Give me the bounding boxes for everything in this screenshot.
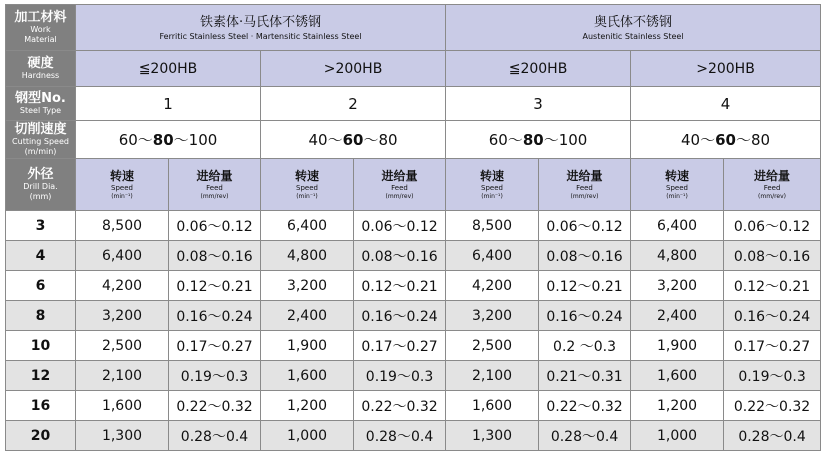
speed-value: 3,200 (261, 271, 354, 301)
feed-value: 0.17～0.27 (169, 331, 261, 361)
feed-column-header (539, 159, 631, 211)
hardness-value: >200HB (631, 51, 821, 87)
drill-dia-value: 4 (6, 241, 76, 271)
steel-type-value: 1 (76, 87, 261, 121)
hardness-label (6, 51, 76, 87)
hardness-value: ≦200HB (446, 51, 631, 87)
cutting-speed-zh: 切削速度 (14, 122, 67, 137)
feed-en: Feed (206, 183, 223, 192)
speed-column-header (76, 159, 169, 211)
speed-unit: (min⁻¹) (296, 192, 318, 200)
feed-value: 0.28～0.4 (539, 421, 631, 451)
speed-post: ～80 (363, 131, 398, 149)
feed-value: 0.17～0.27 (724, 331, 821, 361)
table-row (6, 301, 821, 331)
cutting-speed-value (76, 121, 261, 159)
speed-value: 6,400 (631, 211, 724, 241)
speed-zh: 转速 (480, 168, 505, 183)
feed-value: 0.06～0.12 (169, 211, 261, 241)
speed-value: 1,300 (446, 421, 539, 451)
drill-dia-value: 3 (6, 211, 76, 241)
speed-value: 1,300 (76, 421, 169, 451)
speed-value: 1,000 (261, 421, 354, 451)
feed-zh: 进给量 (566, 168, 603, 183)
feed-value: 0.16～0.24 (539, 301, 631, 331)
feed-zh: 进给量 (196, 168, 233, 183)
feed-value: 0.12～0.21 (354, 271, 446, 301)
speed-column-header (631, 159, 724, 211)
steel-type-value: 2 (261, 87, 446, 121)
feed-value: 0.16～0.24 (724, 301, 821, 331)
feed-column-header (169, 159, 261, 211)
ferritic-en: Ferritic Stainless Steel · Martensitic Stainless Steel (159, 31, 362, 41)
table-row (6, 361, 821, 391)
drill-dia-zh: 外径 (27, 167, 54, 182)
cutting-speed-en1: Cutting Speed (12, 137, 69, 146)
speed-value: 1,600 (261, 361, 354, 391)
ferritic-header (76, 5, 446, 51)
feed-value: 0.2 ～0.3 (539, 331, 631, 361)
speed-value: 2,400 (261, 301, 354, 331)
speed-pre: 40～ (681, 131, 716, 149)
feed-unit: (mm/rev) (570, 192, 599, 200)
austenitic-en: Austenitic Stainless Steel (582, 31, 684, 41)
speed-value: 4,800 (631, 241, 724, 271)
feed-en: Feed (763, 183, 781, 192)
speed-value: 2,500 (76, 331, 169, 361)
speed-value: 6,400 (261, 211, 354, 241)
speed-pre: 60～ (488, 131, 523, 149)
feed-value: 0.12～0.21 (539, 271, 631, 301)
speed-pre: 40～ (308, 131, 343, 149)
speed-en: Speed (481, 183, 503, 192)
table-row (6, 271, 821, 301)
drill-dia-en1: Drill Dia. (23, 182, 58, 191)
feed-column-header (354, 159, 446, 211)
speed-value: 3,200 (76, 301, 169, 331)
feed-unit: (mm/rev) (758, 192, 787, 200)
speed-value: 4,200 (76, 271, 169, 301)
steel-type-label (6, 87, 76, 121)
speed-value: 6,400 (446, 241, 539, 271)
work-material-zh: 加工材料 (14, 10, 67, 25)
feed-column-header (724, 159, 821, 211)
speed-value: 1,600 (76, 391, 169, 421)
drill-dia-en2: (mm) (29, 192, 52, 201)
feed-value: 0.08～0.16 (354, 241, 446, 271)
feed-unit: (mm/rev) (385, 192, 414, 200)
speed-value: 3,200 (446, 301, 539, 331)
speed-value: 1,600 (446, 391, 539, 421)
speed-value: 1,600 (631, 361, 724, 391)
drill-dia-value: 12 (6, 361, 76, 391)
feed-value: 0.22～0.32 (354, 391, 446, 421)
feed-value: 0.08～0.16 (724, 241, 821, 271)
drill-dia-value: 8 (6, 301, 76, 331)
speed-pre: 60～ (118, 131, 153, 149)
speed-value: 4,200 (446, 271, 539, 301)
speed-value: 8,500 (76, 211, 169, 241)
feed-zh: 进给量 (381, 168, 418, 183)
table-row (6, 421, 821, 451)
speed-value: 1,200 (261, 391, 354, 421)
cutting-speed-value (261, 121, 446, 159)
ferritic-zh: 铁素体·马氏体不锈钢 (199, 14, 322, 30)
feed-value: 0.22～0.32 (539, 391, 631, 421)
speed-unit: (min⁻¹) (111, 192, 133, 200)
hardness-value: >200HB (261, 51, 446, 87)
speed-value: 1,900 (631, 331, 724, 361)
feed-value: 0.17～0.27 (354, 331, 446, 361)
steel-type-value: 4 (631, 87, 821, 121)
feed-value: 0.19～0.3 (724, 361, 821, 391)
speed-recommended: 60 (342, 131, 364, 149)
hardness-zh: 硬度 (27, 56, 54, 71)
austenitic-header (446, 5, 821, 51)
speed-en: Speed (296, 183, 318, 192)
feed-value: 0.28～0.4 (724, 421, 821, 451)
feed-value: 0.28～0.4 (354, 421, 446, 451)
speed-post: ～100 (543, 131, 588, 149)
feed-value: 0.22～0.32 (724, 391, 821, 421)
drill-dia-value: 20 (6, 421, 76, 451)
speed-post: ～80 (735, 131, 771, 149)
feed-value: 0.16～0.24 (169, 301, 261, 331)
speed-zh: 转速 (294, 168, 319, 183)
feed-value: 0.16～0.24 (354, 301, 446, 331)
speed-value: 6,400 (76, 241, 169, 271)
table-row (6, 211, 821, 241)
feed-value: 0.06～0.12 (354, 211, 446, 241)
table-row (6, 241, 821, 271)
feed-value: 0.08～0.16 (169, 241, 261, 271)
drill-dia-label (6, 159, 76, 211)
speed-post: ～100 (173, 131, 218, 149)
speed-value: 8,500 (446, 211, 539, 241)
speed-recommended: 60 (715, 131, 736, 149)
speed-value: 1,200 (631, 391, 724, 421)
cutting-speed-value (446, 121, 631, 159)
drill-dia-value: 10 (6, 331, 76, 361)
table-row (6, 331, 821, 361)
speed-zh: 转速 (665, 168, 690, 183)
speed-value: 2,100 (76, 361, 169, 391)
hardness-value: ≦200HB (76, 51, 261, 87)
cutting-speed-en2: (m/min) (24, 147, 57, 156)
feed-value: 0.19～0.3 (354, 361, 446, 391)
hardness-en: Hardness (21, 71, 60, 80)
speed-value: 4,800 (261, 241, 354, 271)
speed-value: 3,200 (631, 271, 724, 301)
feed-value: 0.19～0.3 (169, 361, 261, 391)
feed-value: 0.28～0.4 (169, 421, 261, 451)
speed-value: 2,100 (446, 361, 539, 391)
speed-zh: 转速 (109, 168, 134, 183)
feed-value: 0.08～0.16 (539, 241, 631, 271)
steel-type-zh: 钢型No. (15, 91, 66, 106)
work-material-en2: Material (24, 35, 57, 44)
feed-value: 0.06～0.12 (539, 211, 631, 241)
feed-value: 0.22～0.32 (169, 391, 261, 421)
cutting-speed-value (631, 121, 821, 159)
speed-column-header (261, 159, 354, 211)
speed-recommended: 80 (152, 131, 174, 149)
feed-zh: 进给量 (754, 168, 791, 183)
feed-unit: (mm/rev) (200, 192, 229, 200)
drill-dia-value: 16 (6, 391, 76, 421)
speed-column-header (446, 159, 539, 211)
speed-value: 1,900 (261, 331, 354, 361)
speed-recommended: 80 (522, 131, 544, 149)
feed-value: 0.12～0.21 (724, 271, 821, 301)
cutting-conditions-table (5, 4, 821, 451)
speed-en: Speed (666, 183, 688, 192)
table-row (6, 391, 821, 421)
cutting-speed-label (6, 121, 76, 159)
speed-value: 1,000 (631, 421, 724, 451)
speed-unit: (min⁻¹) (666, 192, 688, 200)
speed-value: 2,500 (446, 331, 539, 361)
feed-value: 0.12～0.21 (169, 271, 261, 301)
austenitic-zh: 奥氏体不锈钢 (594, 14, 673, 30)
steel-type-value: 3 (446, 87, 631, 121)
drill-dia-value: 6 (6, 271, 76, 301)
work-material-label (6, 5, 76, 51)
work-material-en1: Work (30, 25, 51, 34)
feed-value: 0.21～0.31 (539, 361, 631, 391)
steel-type-en: Steel Type (19, 106, 62, 115)
feed-en: Feed (391, 183, 408, 192)
feed-en: Feed (576, 183, 593, 192)
speed-unit: (min⁻¹) (481, 192, 503, 200)
speed-value: 2,400 (631, 301, 724, 331)
feed-value: 0.06～0.12 (724, 211, 821, 241)
speed-en: Speed (111, 183, 133, 192)
